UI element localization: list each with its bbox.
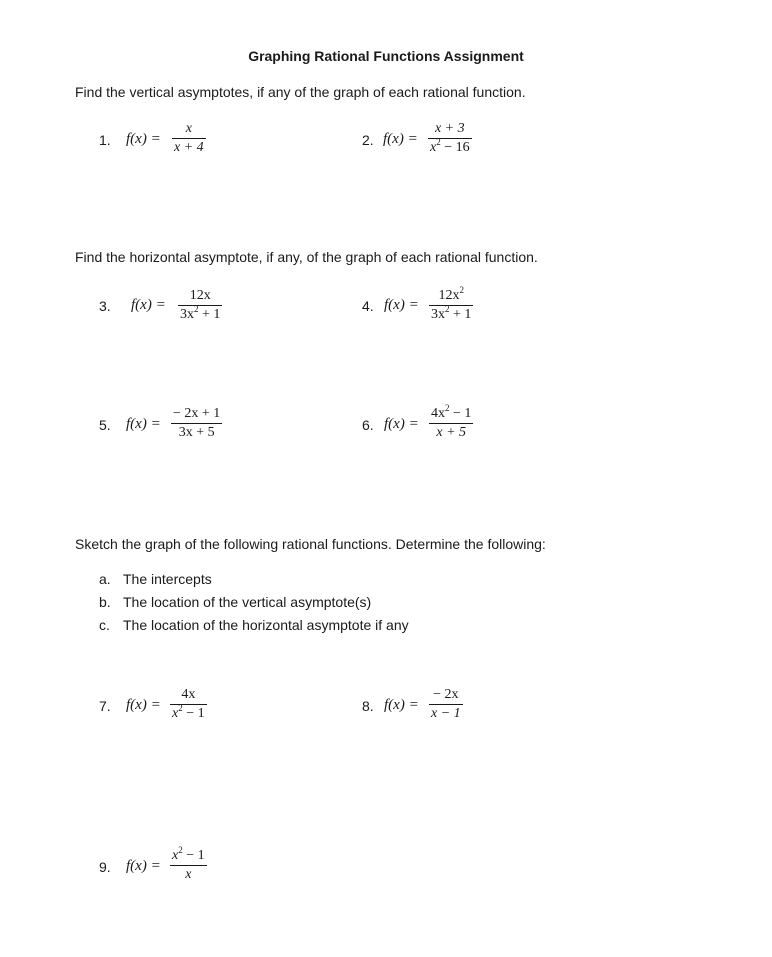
problem-8-fraction — [429, 687, 463, 722]
function-label: f(x) = — [384, 416, 419, 432]
numerator: 12x — [189, 288, 211, 303]
numerator: 4x — [181, 687, 196, 702]
problem-2-fraction — [428, 121, 472, 156]
denominator-base: x — [430, 140, 437, 155]
denominator-base: 3x — [431, 307, 445, 322]
numerator: x — [185, 121, 192, 136]
numerator-rest: − 1 — [182, 848, 205, 863]
horizontal-instructions: Find the horizontal asymptote, if any, of the graph of each rational function. — [75, 249, 538, 265]
numerator: x + 3 — [434, 121, 465, 136]
denominator-exponent: 2 — [194, 304, 199, 314]
problem-number: 9. — [99, 859, 111, 875]
problem-number: 4. — [362, 298, 374, 314]
page-title: Graphing Rational Functions Assignment — [248, 48, 524, 64]
numerator-rest: − 1 — [449, 406, 472, 421]
function-label: f(x) = — [126, 416, 161, 432]
numerator-base: x — [172, 848, 179, 863]
denominator-exponent: 2 — [178, 703, 183, 713]
list-text: The location of the horizontal asymptote if any — [123, 617, 409, 633]
list-marker: c. — [99, 617, 110, 633]
numerator: − 2x — [433, 687, 459, 702]
problem-number: 2. — [362, 132, 374, 148]
function-label: f(x) = — [384, 697, 419, 713]
list-item — [99, 617, 409, 633]
problem-number: 7. — [99, 698, 111, 714]
denominator-base: x — [172, 706, 179, 721]
problem-number: 5. — [99, 417, 111, 433]
function-label: f(x) = — [131, 297, 166, 313]
numerator-base: 4x — [431, 406, 445, 421]
problem-number: 1. — [99, 132, 111, 148]
function-label: f(x) = — [126, 131, 161, 147]
problem-4-fraction — [429, 285, 473, 323]
list-item — [99, 571, 212, 587]
list-marker: a. — [99, 571, 111, 587]
problem-7-fraction — [170, 687, 207, 722]
numerator-exponent: 2 — [459, 285, 464, 295]
sketch-instructions: Sketch the graph of the following rational functions. Determine the following: — [75, 536, 546, 552]
problem-number: 3. — [99, 298, 111, 314]
problem-9-fraction — [170, 845, 207, 883]
vertical-instructions: Find the vertical asymptotes, if any of the graph of each rational function. — [75, 84, 526, 100]
problem-3-fraction — [178, 288, 222, 323]
numerator-exponent: 2 — [178, 845, 183, 855]
denominator-rest: + 1 — [449, 307, 472, 322]
denominator-exponent: 2 — [436, 137, 441, 147]
numerator-exponent: 2 — [445, 403, 450, 413]
list-marker: b. — [99, 594, 111, 610]
denominator-rest: − 16 — [440, 140, 470, 155]
problem-5-fraction — [171, 406, 222, 441]
denominator-rest: + 1 — [198, 307, 221, 322]
denominator-exponent: 2 — [445, 304, 450, 314]
list-item — [99, 594, 372, 610]
list-text: The location of the vertical asymptote(s) — [123, 594, 372, 610]
function-label: f(x) = — [126, 858, 161, 874]
function-label: f(x) = — [384, 297, 419, 313]
list-text: The intercepts — [123, 571, 212, 587]
function-label: f(x) = — [126, 697, 161, 713]
denominator: x + 5 — [436, 425, 467, 440]
denominator: x − 1 — [431, 706, 461, 721]
denominator-rest: − 1 — [182, 706, 205, 721]
problem-6-fraction — [429, 403, 473, 441]
denominator: 3x + 5 — [178, 425, 215, 440]
problem-number: 8. — [362, 698, 374, 714]
numerator: − 2x + 1 — [173, 406, 221, 421]
denominator: x — [185, 867, 192, 882]
denominator-base: 3x — [180, 307, 194, 322]
problem-number: 6. — [362, 417, 374, 433]
function-label: f(x) = — [383, 131, 418, 147]
numerator-base: 12x — [438, 288, 460, 303]
denominator: x + 4 — [174, 140, 204, 155]
problem-1-fraction — [172, 121, 206, 156]
